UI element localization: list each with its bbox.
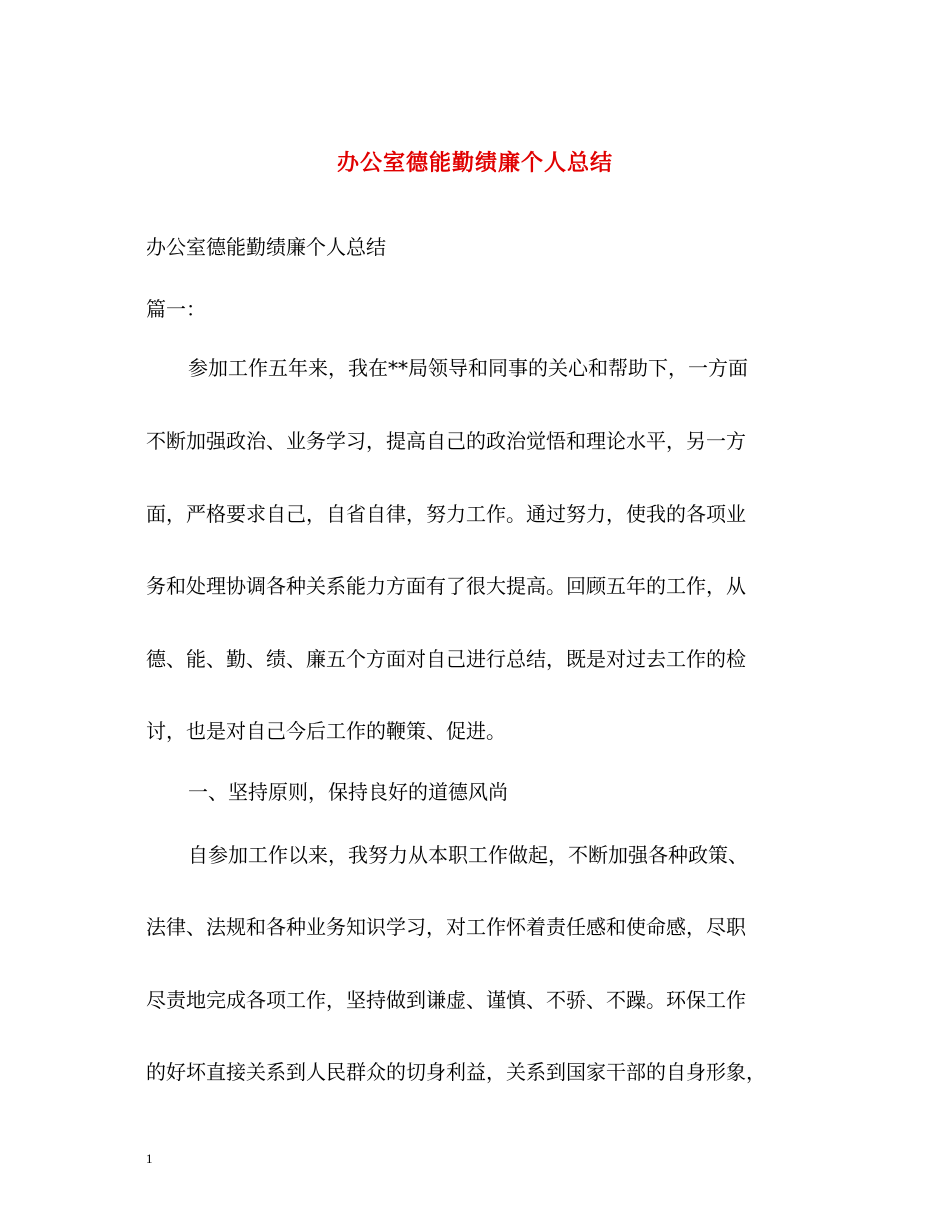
paragraph-line: 法律、法规和各种业务知识学习，对工作怀着责任感和使命感，尽职 [146,915,746,939]
page-number: 1 [146,1151,153,1166]
section-label: 篇一： [146,297,206,321]
document-title: 办公室德能勤绩廉个人总结 [336,150,613,176]
section-heading: 一、坚持原则，保持良好的道德风尚 [188,780,508,804]
paragraph-line: 务和处理协调各种关系能力方面有了很大提高。回顾五年的工作，从 [146,574,746,598]
paragraph-line: 德、能、勤、绩、廉五个方面对自己进行总结，既是对过去工作的检 [146,647,746,671]
paragraph-line: 自参加工作以来，我努力从本职工作做起，不断加强各种政策、 [188,843,748,867]
paragraph-line: 讨，也是对自己今后工作的鞭策、促进。 [146,719,506,743]
paragraph-line: 尽责地完成各项工作，坚持做到谦虚、谨慎、不骄、不躁。环保工作 [146,988,746,1012]
paragraph-line: 的好坏直接关系到人民群众的切身利益，关系到国家干部的自身形象， [146,1060,766,1084]
paragraph-line: 面，严格要求自己，自省自律，努力工作。通过努力，使我的各项业 [146,502,746,526]
paragraph-line: 不断加强政治、业务学习，提高自己的政治觉悟和理论水平，另一方 [146,429,746,453]
paragraph-line: 参加工作五年来，我在**局领导和同事的关心和帮助下，一方面 [188,356,748,380]
document-subtitle: 办公室德能勤绩廉个人总结 [146,235,386,259]
